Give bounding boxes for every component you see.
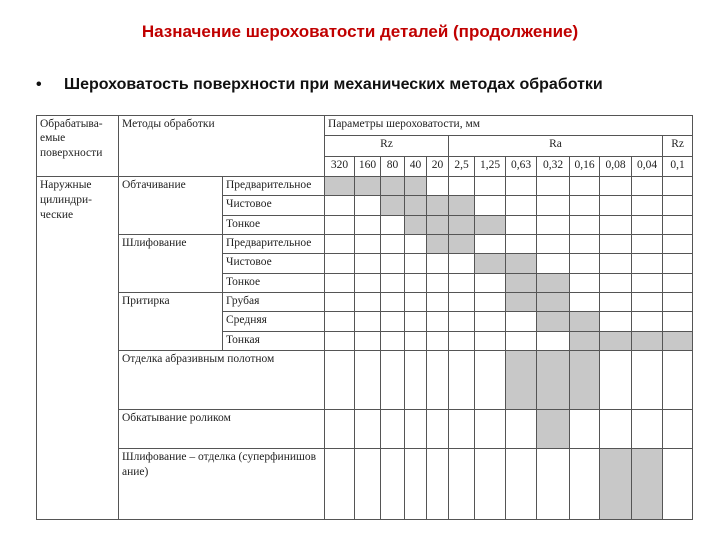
header-value: 0,63 — [506, 156, 537, 176]
roughness-cell — [355, 235, 381, 254]
roughness-cell — [427, 410, 449, 449]
roughness-cell — [475, 331, 506, 350]
roughness-cell — [449, 177, 475, 196]
roughness-cell — [600, 254, 632, 273]
roughness-cell — [325, 293, 355, 312]
roughness-cell — [405, 196, 427, 215]
header-value: 40 — [405, 156, 427, 176]
roughness-cell — [537, 196, 570, 215]
roughness-cell — [506, 254, 537, 273]
method-superfinish: Шлифование – отделка (суперфинишов ание) — [119, 448, 325, 519]
roughness-cell — [381, 293, 405, 312]
roughness-cell — [663, 448, 693, 519]
roughness-cell — [427, 254, 449, 273]
roughness-cell — [325, 448, 355, 519]
header-value: 20 — [427, 156, 449, 176]
roughness-cell — [600, 235, 632, 254]
roughness-cell — [506, 331, 537, 350]
header-value: 160 — [355, 156, 381, 176]
roughness-cell — [570, 177, 600, 196]
roughness-cell — [381, 215, 405, 234]
roughness-cell — [449, 254, 475, 273]
roughness-cell — [632, 448, 663, 519]
roughness-cell — [381, 331, 405, 350]
roughness-cell — [600, 410, 632, 449]
roughness-cell — [600, 196, 632, 215]
roughness-cell — [427, 273, 449, 292]
header-value: 1,25 — [475, 156, 506, 176]
roughness-cell — [570, 293, 600, 312]
roughness-cell — [632, 331, 663, 350]
roughness-cell — [600, 331, 632, 350]
roughness-cell — [449, 196, 475, 215]
stage-medium: Средняя — [223, 312, 325, 331]
roughness-cell — [355, 273, 381, 292]
roughness-cell — [449, 293, 475, 312]
method-roller: Обкатывание роликом — [119, 410, 325, 449]
roughness-cell — [381, 177, 405, 196]
roughness-cell — [427, 196, 449, 215]
roughness-cell — [475, 273, 506, 292]
roughness-cell — [600, 177, 632, 196]
roughness-cell — [663, 410, 693, 449]
roughness-cell — [355, 410, 381, 449]
roughness-cell — [537, 410, 570, 449]
roughness-cell — [325, 331, 355, 350]
roughness-cell — [537, 448, 570, 519]
roughness-cell — [405, 177, 427, 196]
roughness-cell — [632, 196, 663, 215]
roughness-cell — [506, 448, 537, 519]
header-group-ra: Ra — [449, 136, 663, 156]
roughness-cell — [325, 410, 355, 449]
roughness-cell — [405, 410, 427, 449]
roughness-cell — [449, 215, 475, 234]
roughness-cell — [570, 196, 600, 215]
roughness-cell — [405, 215, 427, 234]
roughness-cell — [570, 254, 600, 273]
roughness-cell — [325, 350, 355, 409]
roughness-cell — [663, 331, 693, 350]
stage-thin: Тонкая — [223, 331, 325, 350]
roughness-cell — [632, 312, 663, 331]
roughness-cell — [405, 312, 427, 331]
header-value: 0,1 — [663, 156, 693, 176]
roughness-cell — [427, 293, 449, 312]
roughness-cell — [405, 235, 427, 254]
roughness-cell — [600, 215, 632, 234]
roughness-cell — [449, 331, 475, 350]
roughness-cell — [506, 177, 537, 196]
method-turning: Обтачивание — [119, 177, 223, 235]
roughness-cell — [663, 254, 693, 273]
roughness-cell — [600, 312, 632, 331]
roughness-cell — [570, 312, 600, 331]
roughness-cell — [475, 177, 506, 196]
roughness-cell — [449, 273, 475, 292]
roughness-cell — [405, 448, 427, 519]
roughness-cell — [570, 350, 600, 409]
roughness-cell — [663, 215, 693, 234]
roughness-cell — [506, 196, 537, 215]
header-value: 320 — [325, 156, 355, 176]
roughness-cell — [475, 235, 506, 254]
roughness-cell — [381, 410, 405, 449]
roughness-cell — [632, 254, 663, 273]
stage-fine: Тонкое — [223, 215, 325, 234]
roughness-cell — [632, 273, 663, 292]
header-group-rz: Rz — [325, 136, 449, 156]
roughness-cell — [600, 448, 632, 519]
roughness-cell — [537, 350, 570, 409]
roughness-cell — [570, 331, 600, 350]
subtitle — [36, 76, 603, 94]
roughness-cell — [570, 410, 600, 449]
roughness-cell — [325, 312, 355, 331]
method-abrasive: Отделка абразивным полотном — [119, 350, 325, 409]
roughness-cell — [381, 273, 405, 292]
roughness-cell — [381, 235, 405, 254]
roughness-cell — [475, 196, 506, 215]
roughness-cell — [405, 273, 427, 292]
stage-finish: Чистовое — [223, 196, 325, 215]
roughness-cell — [663, 293, 693, 312]
method-lapping: Притирка — [119, 293, 223, 351]
roughness-cell — [449, 235, 475, 254]
roughness-cell — [355, 350, 381, 409]
roughness-cell — [475, 448, 506, 519]
roughness-cell — [325, 235, 355, 254]
roughness-cell — [570, 235, 600, 254]
roughness-cell — [537, 254, 570, 273]
roughness-cell — [570, 448, 600, 519]
surface-label: Наружные цилиндри-ческие — [37, 177, 119, 520]
roughness-cell — [355, 215, 381, 234]
roughness-cell — [537, 293, 570, 312]
roughness-cell — [427, 215, 449, 234]
method-grinding: Шлифование — [119, 235, 223, 293]
roughness-cell — [427, 331, 449, 350]
roughness-cell — [632, 177, 663, 196]
roughness-cell — [663, 273, 693, 292]
header-value: 0,32 — [537, 156, 570, 176]
stage-coarse: Грубая — [223, 293, 325, 312]
roughness-cell — [355, 331, 381, 350]
page-title: Назначение шероховатости деталей (продолжение) — [141, 22, 579, 41]
roughness-cell — [381, 448, 405, 519]
roughness-cell — [449, 350, 475, 409]
roughness-cell — [381, 196, 405, 215]
roughness-cell — [506, 273, 537, 292]
roughness-cell — [475, 215, 506, 234]
stage-fine: Тонкое — [223, 273, 325, 292]
roughness-cell — [405, 254, 427, 273]
roughness-cell — [427, 350, 449, 409]
roughness-cell — [632, 410, 663, 449]
roughness-cell — [427, 177, 449, 196]
roughness-cell — [632, 215, 663, 234]
roughness-cell — [355, 448, 381, 519]
roughness-table — [36, 115, 693, 520]
roughness-cell — [663, 312, 693, 331]
roughness-cell — [632, 235, 663, 254]
roughness-cell — [506, 350, 537, 409]
roughness-cell — [355, 196, 381, 215]
roughness-cell — [537, 312, 570, 331]
roughness-cell — [600, 273, 632, 292]
roughness-cell — [325, 177, 355, 196]
roughness-cell — [632, 350, 663, 409]
roughness-cell — [449, 312, 475, 331]
roughness-cell — [325, 196, 355, 215]
roughness-cell — [449, 410, 475, 449]
roughness-cell — [427, 312, 449, 331]
roughness-cell — [475, 312, 506, 331]
roughness-cell — [381, 254, 405, 273]
roughness-cell — [632, 293, 663, 312]
header-value: 2,5 — [449, 156, 475, 176]
roughness-cell — [506, 312, 537, 331]
roughness-cell — [355, 312, 381, 331]
roughness-cell — [325, 273, 355, 292]
header-value: 0,04 — [632, 156, 663, 176]
roughness-cell — [537, 273, 570, 292]
roughness-cell — [506, 235, 537, 254]
header-methods: Методы обработки — [119, 116, 325, 177]
roughness-cell — [427, 448, 449, 519]
roughness-cell — [325, 254, 355, 273]
header-group-rz2: Rz — [663, 136, 693, 156]
stage-preliminary: Предварительное — [223, 235, 325, 254]
stage-preliminary: Предварительное — [223, 177, 325, 196]
header-params: Параметры шероховатости, мм — [325, 116, 693, 136]
roughness-cell — [600, 350, 632, 409]
roughness-cell — [355, 177, 381, 196]
roughness-cell — [475, 254, 506, 273]
roughness-cell — [405, 331, 427, 350]
roughness-cell — [663, 177, 693, 196]
header-value: 0,08 — [600, 156, 632, 176]
roughness-cell — [506, 215, 537, 234]
roughness-cell — [570, 273, 600, 292]
header-value: 80 — [381, 156, 405, 176]
roughness-cell — [663, 235, 693, 254]
roughness-cell — [381, 312, 405, 331]
roughness-cell — [663, 350, 693, 409]
header-surface: Обрабатыва-емые поверхности — [37, 116, 119, 177]
roughness-cell — [600, 293, 632, 312]
roughness-cell — [325, 215, 355, 234]
roughness-cell — [355, 293, 381, 312]
header-value: 0,16 — [570, 156, 600, 176]
roughness-cell — [537, 215, 570, 234]
roughness-cell — [355, 254, 381, 273]
roughness-cell — [663, 196, 693, 215]
roughness-cell — [405, 350, 427, 409]
roughness-cell — [537, 331, 570, 350]
roughness-cell — [537, 177, 570, 196]
roughness-cell — [570, 215, 600, 234]
roughness-cell — [506, 293, 537, 312]
stage-finish: Чистовое — [223, 254, 325, 273]
roughness-cell — [449, 448, 475, 519]
roughness-cell — [475, 293, 506, 312]
roughness-cell — [506, 410, 537, 449]
bullet-marker: • — [36, 76, 42, 93]
roughness-cell — [405, 293, 427, 312]
roughness-cell — [381, 350, 405, 409]
roughness-cell — [427, 235, 449, 254]
subtitle-text: Шероховатость поверхности при механических методах обработки — [64, 76, 603, 93]
roughness-cell — [475, 410, 506, 449]
roughness-cell — [475, 350, 506, 409]
roughness-cell — [537, 235, 570, 254]
